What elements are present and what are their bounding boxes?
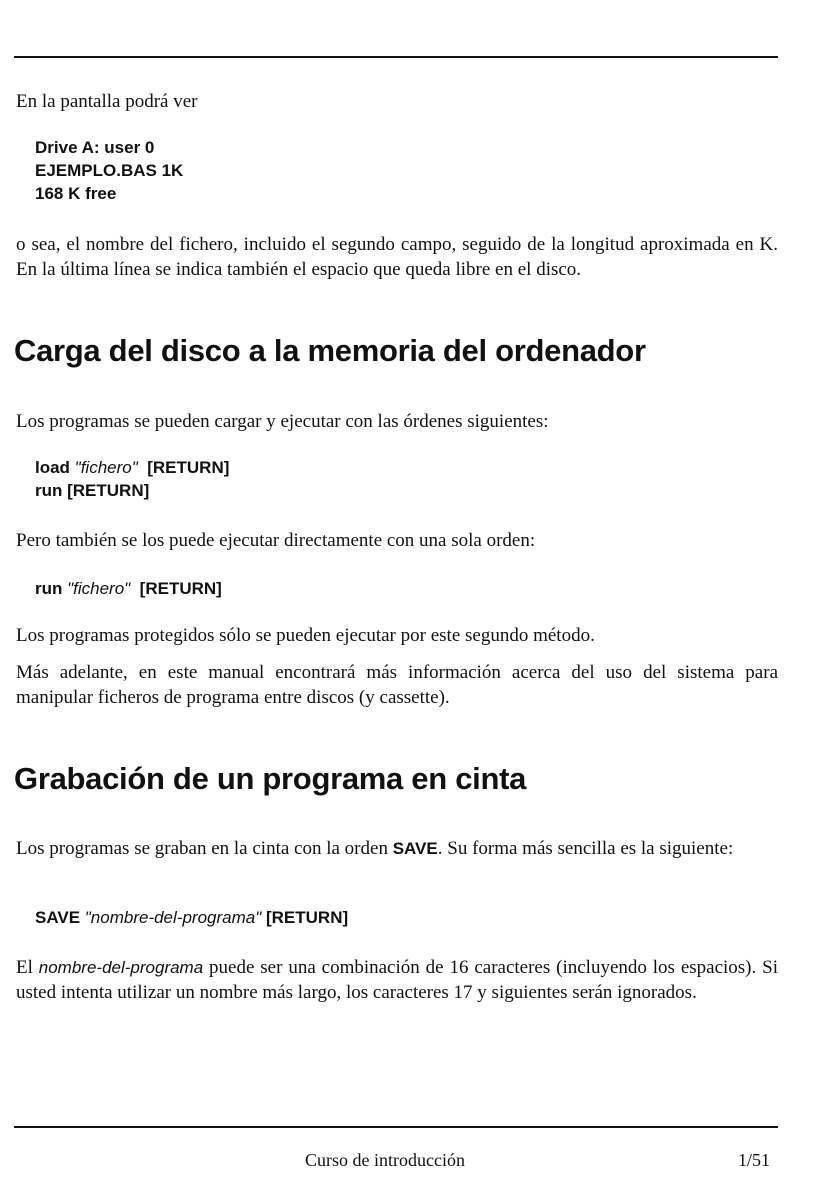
- listing-explanation: o sea, el nombre del fichero, incluido el segundo campo, seguido de la longitud aproximada en K. En la última línea se indica también el espacio que queda libre en el disco.: [16, 234, 778, 280]
- section-heading-disk-load: Carga del disco a la memoria del ordenador: [14, 333, 646, 368]
- save-intro: Los programas se graban en la cinta con la orden SAVE. Su forma más sencilla es la siguiente:: [16, 838, 734, 859]
- listing-line-drive: Drive A: user 0: [35, 138, 155, 157]
- load-intro: Los programas se pueden cargar y ejecutar con las órdenes siguientes:: [16, 411, 549, 432]
- top-rule: [14, 56, 778, 58]
- bottom-rule: [14, 1126, 778, 1128]
- run-command: run [RETURN]: [35, 481, 150, 500]
- protected-programs-text: Los programas protegidos sólo se pueden ejecutar por este segundo método.: [16, 625, 595, 646]
- directory-listing: [35, 136, 183, 205]
- intro-text: En la pantalla podrá ver: [16, 91, 198, 112]
- program-name-text: El nombre-del-programa puede ser una combinación de 16 caracteres (incluyendo los espacios). Si usted intenta utilizar un nombre más largo, los caracteres 17 y siguientes serán ignorados.: [16, 957, 778, 1003]
- listing-line-file: EJEMPLO.BAS 1K: [35, 161, 184, 180]
- save-command: SAVE "nombre-del-programa" [RETURN]: [35, 908, 349, 927]
- more-info-text: Más adelante, en este manual encontrará más información acerca del uso del sistema para manipular ficheros de programa entre discos (y cassette).: [16, 662, 778, 708]
- run-file-command: run "fichero" [RETURN]: [35, 579, 222, 598]
- direct-run-text: Pero también se los puede ejecutar directamente con una sola orden:: [16, 530, 536, 551]
- load-commands: [35, 456, 229, 502]
- footer-title: Curso de introducción: [305, 1150, 465, 1170]
- load-command: load "fichero" [RETURN]: [35, 458, 230, 477]
- listing-line-free: 168 K free: [35, 184, 117, 203]
- page-number: 1/51: [738, 1150, 771, 1170]
- section-heading-tape-save: Grabación de un programa en cinta: [14, 761, 527, 796]
